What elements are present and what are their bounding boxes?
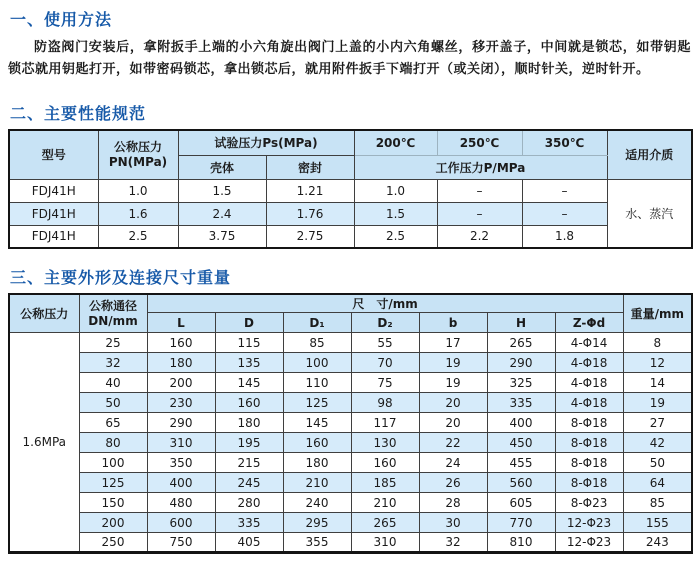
cell-D2: 160 — [351, 453, 419, 473]
cell-D: 115 — [215, 333, 283, 353]
header-temp-250: 250℃ — [437, 130, 522, 155]
cell-dn: 40 — [79, 373, 147, 393]
cell-b: 20 — [419, 413, 487, 433]
cell-shell: 2.4 — [178, 202, 266, 225]
cell-L: 480 — [147, 493, 215, 513]
cell-dn: 65 — [79, 413, 147, 433]
cell-D1: 160 — [283, 433, 351, 453]
table-row — [9, 225, 692, 248]
performance-header-row-1 — [9, 130, 692, 155]
header-D1: D₁ — [283, 313, 351, 333]
cell-D2: 75 — [351, 373, 419, 393]
cell-seal: 1.21 — [266, 179, 354, 202]
cell-L: 180 — [147, 353, 215, 373]
cell-model: FDJ41H — [9, 202, 98, 225]
cell-p200: 2.5 — [354, 225, 437, 248]
cell-shell: 3.75 — [178, 225, 266, 248]
cell-H: 265 — [487, 333, 555, 353]
cell-D2: 70 — [351, 353, 419, 373]
table-row — [9, 453, 692, 473]
header-D: D — [215, 313, 283, 333]
cell-dn: 100 — [79, 453, 147, 473]
table-row — [9, 413, 692, 433]
cell-H: 450 — [487, 433, 555, 453]
cell-p200: 1.5 — [354, 202, 437, 225]
cell-L: 750 — [147, 533, 215, 553]
table-row — [9, 513, 692, 533]
cell-zd: 8-Φ18 — [555, 433, 623, 453]
cell-D: 245 — [215, 473, 283, 493]
cell-b: 24 — [419, 453, 487, 473]
header-b: b — [419, 313, 487, 333]
header-dn-line1: 公称通径 — [88, 298, 137, 313]
cell-D2: 130 — [351, 433, 419, 453]
header-zd: Z-Φd — [555, 313, 623, 333]
cell-L: 160 — [147, 333, 215, 353]
header-temp-200: 200℃ — [354, 130, 437, 155]
table-row — [9, 393, 692, 413]
cell-L: 200 — [147, 373, 215, 393]
cell-D1: 125 — [283, 393, 351, 413]
cell-dn: 125 — [79, 473, 147, 493]
cell-seal: 2.75 — [266, 225, 354, 248]
cell-medium: 水、蒸汽 — [607, 179, 692, 248]
cell-weight: 14 — [623, 373, 692, 393]
cell-zd: 4-Φ18 — [555, 373, 623, 393]
cell-b: 22 — [419, 433, 487, 453]
table-row — [9, 433, 692, 453]
cell-shell: 1.5 — [178, 179, 266, 202]
cell-D1: 110 — [283, 373, 351, 393]
cell-p250: – — [437, 202, 522, 225]
cell-D1: 355 — [283, 533, 351, 553]
cell-weight: 85 — [623, 493, 692, 513]
cell-weight: 12 — [623, 353, 692, 373]
cell-D: 335 — [215, 513, 283, 533]
cell-D: 135 — [215, 353, 283, 373]
header-weight: 重量/mm — [623, 294, 692, 333]
header-dims-group: 尺 寸/mm — [147, 294, 623, 313]
cell-D1: 180 — [283, 453, 351, 473]
cell-dn: 25 — [79, 333, 147, 353]
cell-D2: 117 — [351, 413, 419, 433]
cell-zd: 8-Φ18 — [555, 453, 623, 473]
cell-H: 335 — [487, 393, 555, 413]
cell-H: 325 — [487, 373, 555, 393]
cell-weight: 50 — [623, 453, 692, 473]
cell-zd: 12-Φ23 — [555, 533, 623, 553]
cell-L: 400 — [147, 473, 215, 493]
header-shell: 壳体 — [178, 155, 266, 179]
header-dn — [79, 294, 147, 333]
table-row — [9, 473, 692, 493]
cell-weight: 42 — [623, 433, 692, 453]
section1-heading: 一、使用方法 — [10, 10, 113, 29]
cell-seal: 1.76 — [266, 202, 354, 225]
cell-H: 810 — [487, 533, 555, 553]
cell-H: 770 — [487, 513, 555, 533]
cell-D: 405 — [215, 533, 283, 553]
cell-L: 600 — [147, 513, 215, 533]
table-row — [9, 353, 692, 373]
cell-zd: 12-Φ23 — [555, 513, 623, 533]
cell-p350: 1.8 — [522, 225, 607, 248]
cell-p200: 1.0 — [354, 179, 437, 202]
cell-H: 605 — [487, 493, 555, 513]
header-test-pressure: 试验压力Ps(MPa) — [178, 130, 354, 155]
header-pressure: 公称压力 — [9, 294, 79, 333]
table-row — [9, 533, 692, 553]
cell-weight: 64 — [623, 473, 692, 493]
cell-zd: 8-Φ18 — [555, 413, 623, 433]
cell-b: 19 — [419, 373, 487, 393]
cell-dn: 80 — [79, 433, 147, 453]
cell-b: 32 — [419, 533, 487, 553]
cell-D: 160 — [215, 393, 283, 413]
cell-zd: 4-Φ18 — [555, 353, 623, 373]
cell-b: 17 — [419, 333, 487, 353]
cell-D2: 310 — [351, 533, 419, 553]
cell-dn: 150 — [79, 493, 147, 513]
cell-b: 30 — [419, 513, 487, 533]
section2-heading: 二、主要性能规范 — [10, 104, 147, 123]
cell-zd: 8-Φ23 — [555, 493, 623, 513]
cell-dn: 50 — [79, 393, 147, 413]
table-row — [9, 179, 692, 202]
header-D2: D₂ — [351, 313, 419, 333]
cell-pn: 1.6 — [98, 202, 178, 225]
header-temp-350: 350℃ — [522, 130, 607, 155]
cell-weight: 8 — [623, 333, 692, 353]
cell-dn: 32 — [79, 353, 147, 373]
header-working-pressure: 工作压力P/MPa — [354, 155, 607, 179]
cell-D1: 145 — [283, 413, 351, 433]
cell-D: 195 — [215, 433, 283, 453]
section3-heading: 三、主要外形及连接尺寸重量 — [10, 268, 232, 287]
header-pn-line2: PN(MPa) — [108, 154, 168, 169]
cell-H: 290 — [487, 353, 555, 373]
header-model: 型号 — [9, 130, 98, 179]
cell-D2: 265 — [351, 513, 419, 533]
cell-D1: 295 — [283, 513, 351, 533]
header-pn-line1: 公称压力 — [113, 139, 162, 154]
cell-D: 215 — [215, 453, 283, 473]
dimensions-table — [8, 293, 693, 554]
cell-D2: 98 — [351, 393, 419, 413]
cell-zd: 8-Φ18 — [555, 473, 623, 493]
cell-L: 310 — [147, 433, 215, 453]
cell-L: 230 — [147, 393, 215, 413]
cell-D2: 185 — [351, 473, 419, 493]
cell-D: 145 — [215, 373, 283, 393]
table-row — [9, 333, 692, 353]
cell-dn: 250 — [79, 533, 147, 553]
cell-p350: – — [522, 202, 607, 225]
cell-p250: 2.2 — [437, 225, 522, 248]
cell-zd: 4-Φ14 — [555, 333, 623, 353]
cell-D: 280 — [215, 493, 283, 513]
cell-model: FDJ41H — [9, 179, 98, 202]
cell-model: FDJ41H — [9, 225, 98, 248]
cell-b: 26 — [419, 473, 487, 493]
cell-D1: 85 — [283, 333, 351, 353]
table-row — [9, 202, 692, 225]
cell-pressure: 1.6MPa — [9, 333, 79, 553]
cell-D1: 240 — [283, 493, 351, 513]
cell-zd: 4-Φ18 — [555, 393, 623, 413]
cell-dn: 200 — [79, 513, 147, 533]
cell-weight: 243 — [623, 533, 692, 553]
dimensions-header-row-1 — [9, 294, 692, 313]
cell-p250: – — [437, 179, 522, 202]
header-L: L — [147, 313, 215, 333]
cell-b: 20 — [419, 393, 487, 413]
performance-table — [8, 129, 693, 249]
header-pn — [98, 130, 178, 179]
table-row — [9, 373, 692, 393]
cell-weight: 155 — [623, 513, 692, 533]
cell-L: 290 — [147, 413, 215, 433]
cell-L: 350 — [147, 453, 215, 473]
cell-weight: 19 — [623, 393, 692, 413]
cell-H: 400 — [487, 413, 555, 433]
table-row — [9, 493, 692, 513]
cell-D1: 210 — [283, 473, 351, 493]
cell-D1: 100 — [283, 353, 351, 373]
cell-weight: 27 — [623, 413, 692, 433]
header-seal: 密封 — [266, 155, 354, 179]
cell-H: 560 — [487, 473, 555, 493]
cell-pn: 1.0 — [98, 179, 178, 202]
cell-H: 455 — [487, 453, 555, 473]
header-H: H — [487, 313, 555, 333]
cell-D2: 55 — [351, 333, 419, 353]
cell-p350: – — [522, 179, 607, 202]
cell-b: 19 — [419, 353, 487, 373]
header-medium: 适用介质 — [607, 130, 692, 179]
cell-pn: 2.5 — [98, 225, 178, 248]
cell-D: 180 — [215, 413, 283, 433]
header-dn-line2: DN/mm — [88, 313, 138, 328]
cell-D2: 210 — [351, 493, 419, 513]
cell-b: 28 — [419, 493, 487, 513]
usage-paragraph: 防盗阀门安装后，拿附扳手上端的小六角旋出阀门上盖的小内六角螺丝，移开盖子，中间就是锁芯，如带钥匙锁芯就用钥匙打开，如带密码锁芯，拿出锁芯后，就用附件扳手下端打开（或关闭），顺时针关，逆时针开。 — [8, 40, 691, 77]
